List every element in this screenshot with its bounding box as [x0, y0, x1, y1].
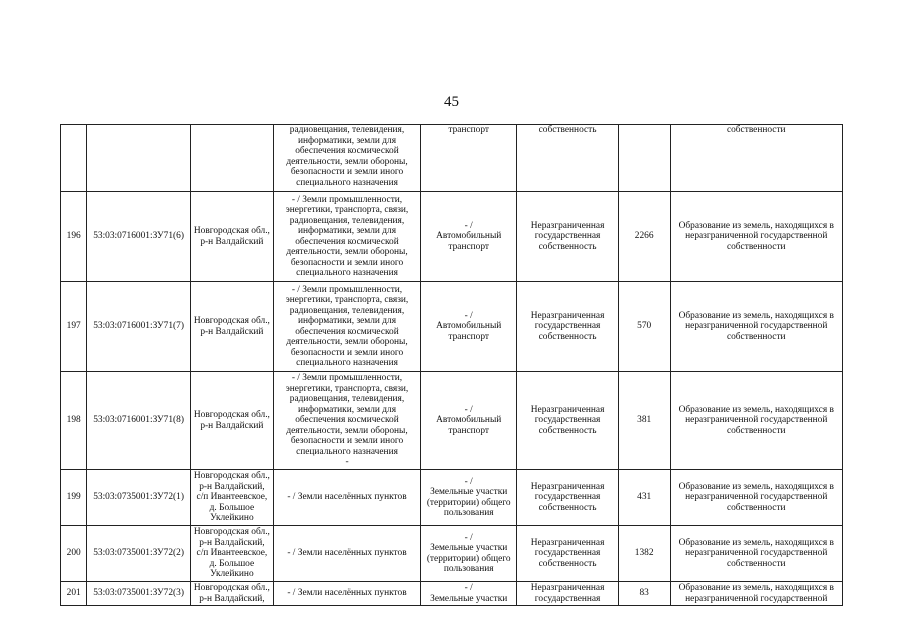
permitted-use-line: транспорт	[448, 331, 489, 342]
ownership-cell	[517, 125, 618, 192]
permitted-use-line: - /	[464, 583, 473, 593]
ownership-line: Неразграниченная	[530, 583, 605, 593]
address-cell	[190, 282, 273, 372]
permitted-use-line: транспорт	[448, 241, 489, 252]
address-line: р-н Валдайский,	[199, 593, 265, 604]
address-cell	[190, 192, 273, 282]
permitted-use-line: Автомобильный	[436, 231, 502, 242]
address-cell	[190, 125, 273, 192]
land-category-line: радиовещания, телевидения,	[289, 305, 405, 316]
formation-method-line: собственности	[726, 425, 786, 436]
address-line: Новгородская обл.,	[193, 410, 270, 420]
area-cell	[618, 125, 670, 192]
ownership-line: государственная	[534, 548, 601, 559]
formation-method-cell	[670, 282, 842, 372]
land-category-line: радиовещания, телевидения,	[289, 125, 405, 135]
formation-method-line: Образование из земель, находящихся в	[678, 583, 834, 593]
address-line: Новгородская обл.,	[193, 226, 270, 236]
cadastral-number-cell: 53:03:0735001:ЗУ72(3)	[87, 582, 190, 606]
cadastral-number-cell: 53:03:0735001:ЗУ72(2)	[87, 526, 190, 582]
permitted-use-line: пользования	[443, 508, 494, 518]
row-number-cell: 199	[61, 470, 87, 526]
permitted-use-line: Земельные участки	[430, 543, 508, 553]
permitted-use-line: Земельные участки	[430, 487, 508, 497]
area-cell: 431	[618, 470, 670, 526]
formation-method-line: собственности	[726, 241, 786, 252]
permitted-use-line: Автомобильный	[436, 321, 502, 332]
address-line: Новгородская обл.,	[193, 527, 270, 538]
row-number-cell: 198	[61, 372, 87, 470]
land-category-line: - / Земли населённых пунктов	[287, 492, 407, 503]
permitted-use-line: Земельные участки	[430, 593, 508, 604]
permitted-use-line: (территории) общего	[426, 553, 511, 564]
address-line: д. Большое	[209, 558, 255, 569]
permitted-use-line: - /	[464, 532, 473, 543]
formation-method-line: собственности	[726, 558, 786, 569]
address-line: с/п Ивантеевское,	[196, 548, 268, 559]
land-category-line: безопасности и земли иного	[290, 167, 404, 177]
address-cell	[190, 372, 273, 470]
formation-method-cell	[670, 526, 842, 582]
ownership-line: государственная	[534, 415, 601, 426]
land-category-line: энергетики, транспорта, связи,	[285, 295, 409, 305]
land-category-cell	[273, 282, 420, 372]
cadastral-number-cell: 53:03:0735001:ЗУ72(1)	[87, 470, 190, 526]
ownership-line: государственная	[534, 321, 601, 332]
land-category-line: радиовещания, телевидения,	[289, 215, 405, 226]
permitted-use-line: пользования	[443, 564, 494, 574]
permitted-use-line: транспорт	[448, 125, 489, 135]
address-line: р-н Валдайский	[200, 326, 264, 337]
land-category-line: информатики, земли для	[297, 135, 397, 146]
cadastral-number-cell: 53:03:0716001:ЗУ71(6)	[87, 192, 190, 282]
land-category-line: обеспечения космической	[295, 146, 399, 156]
cadastral-number-cell: 53:03:0716001:ЗУ71(7)	[87, 282, 190, 372]
ownership-line: собственность	[538, 558, 597, 569]
ownership-line: собственность	[538, 425, 597, 436]
table-row	[61, 582, 843, 606]
address-line: д. Большое	[209, 502, 255, 513]
ownership-line: государственная	[534, 593, 601, 604]
page-number: 45	[444, 94, 459, 110]
land-category-line: энергетики, транспорта, связи,	[285, 383, 409, 394]
land-category-line: безопасности и земли иного	[290, 257, 404, 268]
land-category-line: специального назначения	[296, 446, 398, 457]
area-cell: 83	[618, 582, 670, 606]
land-category-line: информатики, земли для	[297, 226, 397, 236]
address-line: Уклейкино	[210, 569, 254, 580]
formation-method-line: неразграниченной государственной	[685, 593, 828, 604]
formation-method-line: Образование из земель, находящихся в	[678, 220, 834, 231]
area-cell: 1382	[618, 526, 670, 582]
formation-method-line: собственности	[726, 331, 786, 342]
permitted-use-line: - /	[464, 476, 473, 487]
permitted-use-line: Автомобильный	[436, 415, 502, 426]
area-cell: 2266	[618, 192, 670, 282]
land-category-line: - / Земли населённых пунктов	[287, 548, 407, 559]
ownership-line: собственность	[538, 125, 597, 135]
row-number-cell: 196	[61, 192, 87, 282]
land-category-line: специального назначения	[296, 177, 398, 188]
permitted-use-cell	[421, 582, 517, 606]
ownership-line: государственная	[534, 492, 601, 503]
formation-method-line: неразграниченной государственной	[685, 415, 828, 426]
ownership-cell	[517, 526, 618, 582]
table-row	[61, 282, 843, 372]
formation-method-line: неразграниченной государственной	[685, 321, 828, 332]
permitted-use-line: - /	[464, 310, 473, 321]
land-category-line: -	[345, 457, 349, 468]
permitted-use-cell	[421, 470, 517, 526]
address-line: Новгородская обл.,	[193, 316, 270, 326]
formation-method-line: неразграниченной государственной	[685, 492, 828, 503]
area-cell: 570	[618, 282, 670, 372]
formation-method-line: неразграниченной государственной	[685, 231, 828, 242]
land-category-line: специального назначения	[296, 268, 398, 278]
permitted-use-cell	[421, 372, 517, 470]
formation-method-line: Образование из земель, находящихся в	[678, 481, 834, 492]
land-plots-table	[60, 124, 843, 606]
address-cell	[190, 470, 273, 526]
address-line: р-н Валдайский,	[199, 481, 265, 492]
table-row	[61, 192, 843, 282]
ownership-cell	[517, 192, 618, 282]
land-category-line: безопасности и земли иного	[290, 436, 404, 447]
table-body	[61, 125, 843, 606]
row-number-cell: 201	[61, 582, 87, 606]
address-line: р-н Валдайский,	[199, 537, 265, 548]
land-category-line: информатики, земли для	[297, 316, 397, 326]
permitted-use-cell	[421, 282, 517, 372]
land-category-line: безопасности и земли иного	[290, 347, 404, 358]
ownership-line: Неразграниченная	[530, 404, 605, 415]
land-category-cell	[273, 470, 420, 526]
land-category-line: специального назначения	[296, 358, 398, 368]
land-category-line: обеспечения космической	[295, 415, 399, 426]
row-number-cell: 197	[61, 282, 87, 372]
land-category-line: - / Земли промышленности,	[291, 373, 403, 384]
land-category-line: деятельности, земли обороны,	[286, 337, 408, 347]
address-cell	[190, 582, 273, 606]
formation-method-cell	[670, 582, 842, 606]
ownership-line: собственность	[538, 502, 597, 513]
address-line: Новгородская обл.,	[193, 471, 270, 482]
ownership-line: Неразграниченная	[530, 481, 605, 492]
area-cell: 381	[618, 372, 670, 470]
cadastral-number-cell	[87, 125, 190, 192]
formation-method-cell	[670, 192, 842, 282]
formation-method-line: неразграниченной государственной	[685, 548, 828, 559]
ownership-line: собственность	[538, 331, 597, 342]
table-row	[61, 125, 843, 192]
ownership-cell	[517, 470, 618, 526]
table-row	[61, 470, 843, 526]
ownership-cell	[517, 582, 618, 606]
address-line: с/п Ивантеевское,	[196, 492, 268, 503]
address-line: Уклейкино	[210, 513, 254, 524]
formation-method-cell	[670, 470, 842, 526]
permitted-use-cell	[421, 192, 517, 282]
address-line: Новгородская обл.,	[193, 583, 270, 593]
ownership-line: Неразграниченная	[530, 537, 605, 548]
table-row	[61, 526, 843, 582]
ownership-line: собственность	[538, 241, 597, 252]
land-category-line: - / Земли промышленности,	[291, 194, 403, 205]
table-row	[61, 372, 843, 470]
formation-method-line: Образование из земель, находящихся в	[678, 310, 834, 321]
address-line: р-н Валдайский	[200, 236, 264, 247]
ownership-line: Неразграниченная	[530, 310, 605, 321]
row-number-cell	[61, 125, 87, 192]
land-category-line: деятельности, земли обороны,	[286, 156, 408, 167]
land-category-line: деятельности, земли обороны,	[286, 425, 408, 436]
address-line: р-н Валдайский	[200, 420, 264, 431]
permitted-use-line: (территории) общего	[426, 497, 511, 508]
formation-method-line: Образование из земель, находящихся в	[678, 537, 834, 548]
cadastral-number-cell: 53:03:0716001:ЗУ71(8)	[87, 372, 190, 470]
ownership-cell	[517, 372, 618, 470]
permitted-use-line: - /	[464, 404, 473, 415]
permitted-use-line: - /	[464, 220, 473, 231]
land-category-cell	[273, 582, 420, 606]
ownership-line: Неразграниченная	[530, 220, 605, 231]
land-category-line: - / Земли населённых пунктов	[287, 588, 407, 599]
land-category-line: радиовещания, телевидения,	[289, 394, 405, 405]
land-category-line: обеспечения космической	[295, 236, 399, 247]
address-cell	[190, 526, 273, 582]
land-category-line: энергетики, транспорта, связи,	[285, 205, 409, 215]
land-category-cell	[273, 526, 420, 582]
land-category-line: деятельности, земли обороны,	[286, 247, 408, 257]
row-number-cell: 200	[61, 526, 87, 582]
formation-method-line: собственности	[726, 125, 786, 135]
land-category-line: информатики, земли для	[297, 404, 397, 415]
formation-method-cell	[670, 372, 842, 470]
formation-method-line: Образование из земель, находящихся в	[678, 404, 834, 415]
permitted-use-cell	[421, 526, 517, 582]
ownership-cell	[517, 282, 618, 372]
land-category-line: - / Земли промышленности,	[291, 284, 403, 295]
land-category-cell	[273, 372, 420, 470]
formation-method-line: собственности	[726, 502, 786, 513]
land-category-line: обеспечения космической	[295, 326, 399, 337]
permitted-use-cell	[421, 125, 517, 192]
land-category-cell	[273, 125, 420, 192]
permitted-use-line: транспорт	[448, 425, 489, 436]
ownership-line: государственная	[534, 231, 601, 242]
land-category-cell	[273, 192, 420, 282]
formation-method-cell	[670, 125, 842, 192]
